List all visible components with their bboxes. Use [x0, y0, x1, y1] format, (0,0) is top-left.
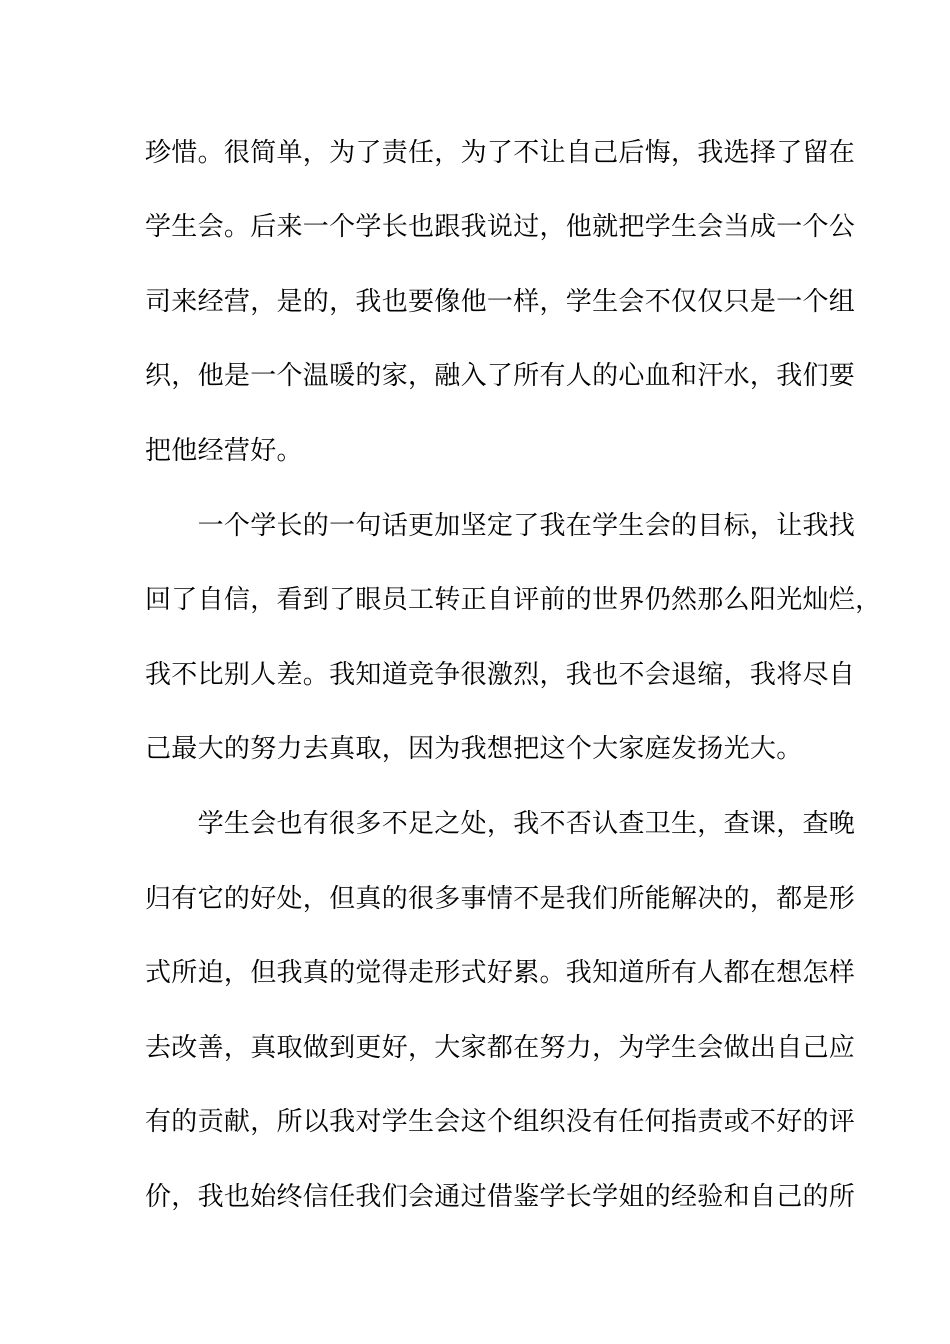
- text-line: 有的贡献，所以我对学生会这个组织没有任何指责或不好的评: [145, 1107, 856, 1137]
- text-line: 去改善，真取做到更好，大家都在努力，为学生会做出自己应: [145, 1033, 856, 1063]
- text-line: 学生会也有很多不足之处，我不否认查卫生，查课，查晚: [145, 809, 856, 839]
- text-line: 一个学长的一句话更加坚定了我在学生会的目标，让我找: [145, 511, 856, 541]
- text-line: 司来经营，是的，我也要像他一样，学生会不仅仅只是一个组: [145, 287, 856, 317]
- text-line: 珍惜。很简单，为了责任，为了不让自己后悔，我选择了留在: [145, 138, 856, 168]
- text-line: 式所迫，但我真的觉得走形式好累。我知道所有人都在想怎样: [145, 958, 856, 988]
- text-line: 学生会。后来一个学长也跟我说过，他就把学生会当成一个公: [145, 212, 856, 242]
- text-line: 织，他是一个温暖的家，融入了所有人的心血和汗水，我们要: [145, 361, 856, 391]
- text-line: 己最大的努力去真取，因为我想把这个大家庭发扬光大。: [145, 734, 803, 764]
- text-line: 归有它的好处，但真的很多事情不是我们所能解决的，都是形: [145, 884, 856, 914]
- text-line: 回了自信，看到了眼员工转正自评前的世界仍然那么阳光灿烂，: [145, 585, 882, 615]
- text-line: 价，我也始终信任我们会通过借鉴学长学姐的经验和自己的所: [145, 1182, 856, 1212]
- text-line: 我不比别人差。我知道竞争很激烈，我也不会退缩，我将尽自: [145, 660, 856, 690]
- text-line: 把他经营好。: [145, 436, 303, 466]
